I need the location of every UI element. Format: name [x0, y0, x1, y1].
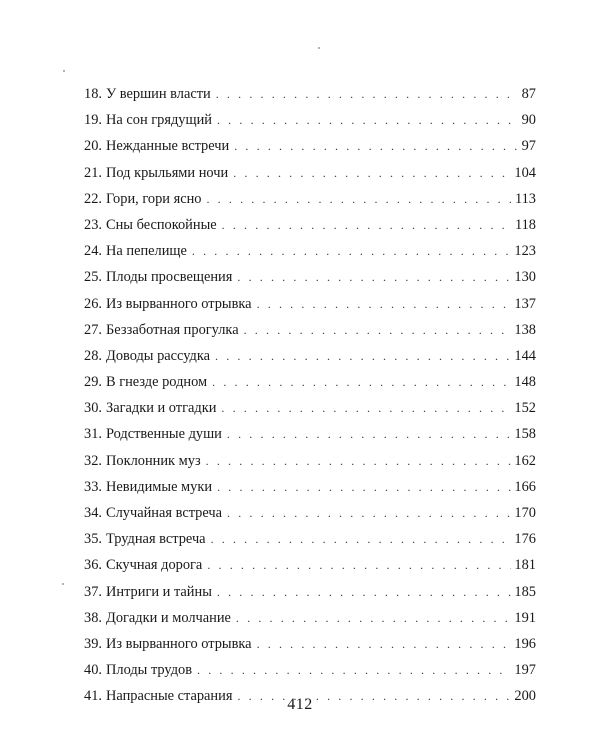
dot-leader [217, 579, 512, 605]
toc-entry-page: 158 [514, 426, 536, 443]
dot-leader [216, 81, 519, 107]
toc-entry [84, 395, 536, 421]
toc-entry-title: У вершин власти [106, 86, 211, 102]
toc-entry [84, 369, 536, 395]
toc-entry-number: 31. [84, 426, 102, 443]
toc-entry-number: 32. [84, 452, 102, 469]
dot-leader [215, 343, 511, 369]
dot-leader [234, 133, 518, 159]
toc-entry [84, 448, 536, 474]
toc-entry-title: Интриги и тайны [106, 583, 212, 600]
toc-entry [84, 81, 536, 107]
toc-entry-number: 24. [84, 243, 102, 260]
dot-leader [257, 291, 512, 317]
toc-entry-title: В гнезде родном [106, 374, 208, 391]
toc-entry-page: 176 [514, 531, 536, 548]
toc-entry-page: 170 [514, 505, 536, 521]
toc-entry-page: 90 [521, 112, 536, 129]
toc-entry-number: 25. [84, 269, 102, 286]
dot-leader [244, 317, 512, 343]
toc-entry-title: Сны беспокойные [106, 216, 217, 233]
toc-entry-page: 162 [514, 452, 536, 469]
toc-entry [84, 552, 536, 578]
toc-entry-title: Под крыльями ночи [106, 164, 229, 181]
paper-speck [318, 47, 320, 49]
toc-entry [84, 212, 536, 238]
toc-entry-page: 196 [514, 635, 536, 652]
toc-entry-page: 113 [514, 190, 536, 207]
toc-entry-title: Гори, гори ясно [106, 190, 202, 207]
toc-entry-number: 36. [84, 557, 102, 574]
dot-leader [206, 448, 512, 474]
toc-entry-page: 191 [514, 609, 536, 626]
toc-entry-title: Поклонник муз [106, 452, 201, 469]
toc-entry-page: 138 [514, 321, 536, 338]
dot-leader [211, 526, 512, 552]
toc-entry-title: Доводы рассудка [106, 347, 211, 364]
dot-leader [197, 657, 511, 683]
toc-entry-page: 104 [514, 164, 536, 181]
toc-entry-page: 97 [521, 138, 536, 155]
toc-entry-number: 40. [84, 662, 102, 679]
toc-entry [84, 160, 536, 186]
dot-leader [227, 500, 511, 526]
toc-entry-page: 87 [521, 86, 536, 102]
toc-entry-number: 28. [84, 347, 102, 364]
toc-entry-page: 166 [514, 478, 536, 495]
toc-entry-page: 197 [514, 662, 536, 679]
dot-leader [212, 369, 511, 395]
dot-leader [237, 264, 511, 290]
toc-entry-title: Из вырванного отрывка [106, 295, 252, 312]
toc-entry [84, 186, 536, 212]
toc-entry-number: 23. [84, 216, 102, 233]
toc-entry-page: 144 [514, 347, 536, 364]
toc-entry-number: 37. [84, 583, 102, 600]
dot-leader [207, 552, 511, 578]
toc-entry-page: 200 [514, 688, 536, 705]
dot-leader [221, 395, 511, 421]
toc-entry-number: 22. [84, 190, 102, 207]
toc-entry [84, 291, 536, 317]
toc-entry-page: 148 [514, 374, 536, 391]
paper-speck [63, 70, 65, 72]
toc-entry [84, 317, 536, 343]
toc-entry [84, 421, 536, 447]
toc-entry-page: 130 [514, 269, 536, 286]
table-of-contents [84, 81, 536, 710]
toc-entry-number: 29. [84, 374, 102, 391]
toc-entry-title: На пепелище [106, 243, 187, 260]
toc-entry-number: 20. [84, 138, 102, 155]
toc-entry-page: 185 [514, 583, 536, 600]
toc-entry-title: Из вырванного отрывка [106, 635, 252, 652]
dot-leader [236, 605, 511, 631]
toc-entry-title: Случайная встреча [106, 505, 223, 521]
toc-entry-number: 38. [84, 609, 102, 626]
toc-entry-number: 26. [84, 295, 102, 312]
toc-entry-title: Догадки и молчание [106, 609, 231, 626]
dot-leader [257, 631, 512, 657]
toc-entry-number: 39. [84, 635, 102, 652]
toc-entry-title: Нежданные встречи [106, 138, 230, 155]
toc-entry-number: 19. [84, 112, 102, 129]
toc-entry-page: 181 [514, 557, 536, 574]
toc-entry-title: Плоды трудов [106, 662, 193, 679]
dot-leader [222, 212, 512, 238]
toc-entry [84, 526, 536, 552]
toc-entry-title: Плоды просвещения [106, 269, 233, 286]
toc-entry-title: Трудная встреча [106, 531, 206, 548]
toc-entry [84, 500, 536, 526]
toc-entry [84, 605, 536, 631]
toc-entry [84, 579, 536, 605]
toc-entry-title: Загадки и отгадки [106, 400, 217, 417]
toc-entry-title: Родственные души [106, 426, 222, 443]
toc-entry-number: 18. [84, 86, 102, 102]
dot-leader [227, 421, 512, 447]
paper-speck [62, 583, 64, 585]
toc-entry-page: 118 [514, 216, 536, 233]
toc-entry [84, 238, 536, 264]
dot-leader [206, 186, 511, 212]
toc-entry-page: 123 [514, 243, 536, 260]
toc-entry [84, 133, 536, 159]
toc-entry-title: Напрасные старания [106, 688, 233, 705]
toc-entry-page: 137 [514, 295, 536, 312]
toc-entry-number: 41. [84, 688, 102, 705]
toc-entry-number: 34. [84, 505, 102, 521]
toc-entry [84, 107, 536, 133]
dot-leader [217, 474, 511, 500]
toc-entry [84, 264, 536, 290]
toc-entry-title: Беззаботная прогулка [106, 321, 239, 338]
toc-entry [84, 657, 536, 683]
toc-entry [84, 343, 536, 369]
dot-leader [233, 160, 511, 186]
page-number: 412 [287, 696, 313, 713]
toc-entry-number: 21. [84, 164, 102, 181]
toc-entry-number: 33. [84, 478, 102, 495]
toc-entry-number: 27. [84, 321, 102, 338]
toc-entry-title: На сон грядущий [106, 112, 212, 129]
toc-entry-title: Скучная дорога [106, 557, 203, 574]
dot-leader [217, 107, 519, 133]
toc-entry-number: 35. [84, 531, 102, 548]
toc-entry-page: 152 [514, 400, 536, 417]
dot-leader [192, 238, 512, 264]
toc-entry-title: Невидимые муки [106, 478, 213, 495]
toc-entry [84, 474, 536, 500]
toc-entry [84, 631, 536, 657]
toc-entry-number: 30. [84, 400, 102, 417]
